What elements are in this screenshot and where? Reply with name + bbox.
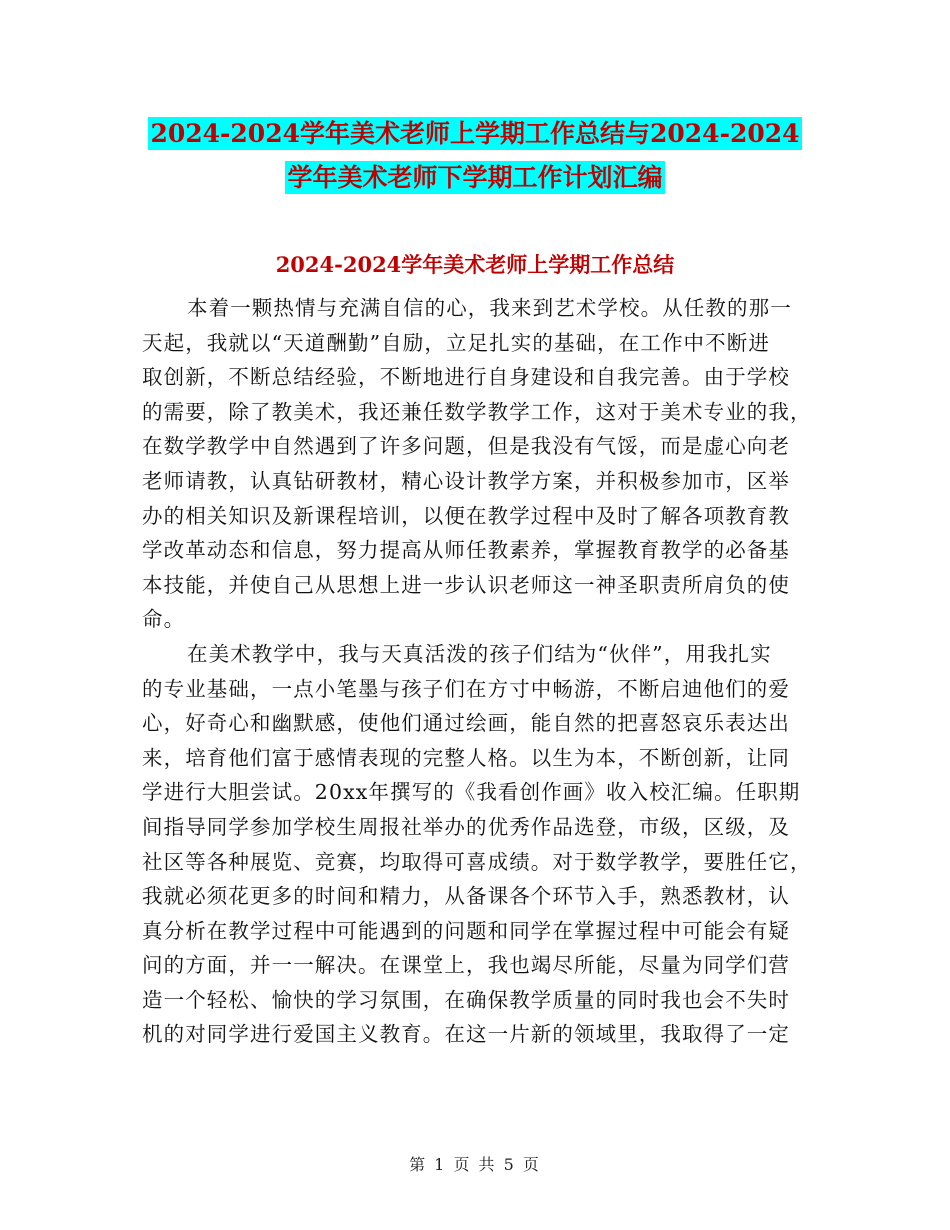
text-line: 心，好奇心和幽默感，使他们通过绘画，能自然的把喜怒哀乐表达出 bbox=[142, 711, 790, 736]
text-line: 造一个轻松、愉快的学习氛围，在确保教学质量的同时我也会不失时 bbox=[142, 987, 790, 1012]
text-line: 命。 bbox=[142, 607, 186, 632]
text-line: 办的相关知识及新课程培训，以便在教学过程中及时了解各项教育教 bbox=[142, 503, 790, 528]
title-line-2 bbox=[0, 156, 950, 200]
title-line-1 bbox=[0, 112, 950, 156]
body-text bbox=[142, 291, 812, 1052]
text-line: 社区等各种展览、竞赛，均取得可喜成绩。对于数学教学，要胜任它， bbox=[142, 849, 812, 874]
text-line: 老师请教，认真钻研教材，精心设计教学方案，并积极参加市，区举 bbox=[142, 468, 790, 493]
text-line: 本技能，并使自己从思想上进一步认识老师这一神圣职责所肩负的使 bbox=[142, 572, 790, 597]
title-highlight: 学年美术老师下学期工作计划汇编 bbox=[287, 163, 663, 192]
text-line: 在美术教学中，我与天真活泼的孩子们结为“伙伴”，用我扎实 bbox=[187, 641, 772, 666]
text-line: 问的方面，并一一解决。在课堂上，我也竭尽所能，尽量为同学们营 bbox=[142, 953, 790, 978]
text-line: 间指导同学参加学校生周报社举办的优秀作品选登，市级，区级，及 bbox=[142, 814, 790, 839]
text-line: 来，培育他们富于感情表现的完整人格。以生为本，不断创新，让同 bbox=[142, 745, 790, 770]
text-line: 机的对同学进行爱国主义教育。在这一片新的领域里，我取得了一定 bbox=[142, 1022, 790, 1047]
page-footer: 第 1 页 共 5 页 bbox=[409, 1155, 541, 1174]
text-line: 本着一颗热情与充满自信的心，我来到艺术学校。从任教的那一 bbox=[187, 296, 792, 320]
document-title bbox=[0, 112, 950, 200]
text-line: 取创新，不断总结经验，不断地进行自身建设和自我完善。由于学校 bbox=[142, 365, 790, 390]
text-line: 的需要，除了教美术，我还兼任数学教学工作，这对于美术专业的我， bbox=[142, 399, 812, 424]
paragraph-2 bbox=[142, 637, 812, 1052]
text-line: 的专业基础，一点小笔墨与孩子们在方寸中畅游，不断启迪他们的爱 bbox=[142, 676, 790, 701]
text-line: 我就必须花更多的时间和精力，从备课各个环节入手，熟悉教材，认 bbox=[142, 884, 790, 909]
text-line: 天起，我就以“天道酬勤”自励，立足扎实的基础，在工作中不断进 bbox=[142, 330, 770, 355]
paragraph-1 bbox=[142, 291, 812, 637]
title-highlight: 2024-2024学年美术老师上学期工作总结与2024-2024 bbox=[150, 119, 800, 148]
text-line: 在数学教学中自然遇到了许多问题，但是我没有气馁，而是虚心向老 bbox=[142, 434, 790, 459]
text-line: 学进行大胆尝试。20xx年撰写的《我看创作画》收入校汇编。任职期 bbox=[142, 780, 801, 805]
section-heading: 2024-2024学年美术老师上学期工作总结 bbox=[275, 252, 675, 277]
text-line: 真分析在教学过程中可能遇到的问题和同学在掌握过程中可能会有疑 bbox=[142, 918, 790, 943]
text-line: 学改革动态和信息，努力提高从师任教素养，掌握教育教学的必备基 bbox=[142, 538, 790, 563]
